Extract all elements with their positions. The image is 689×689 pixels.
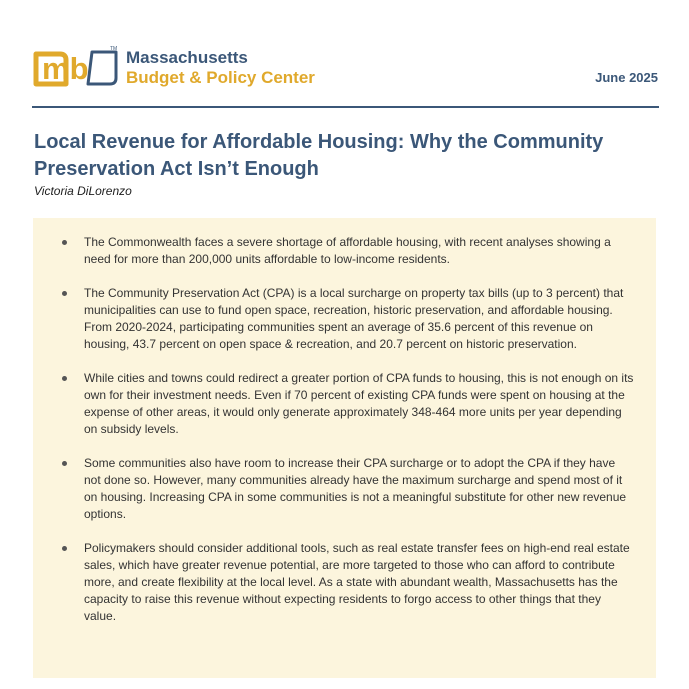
document-header bbox=[32, 40, 658, 100]
summary-bullet-text: Some communities also have room to increase their CPA surcharge or to adopt the CPA if they have not done so. However, many communities already have the maximum surcharge and spend most of it on housing. Increasing CPA in some communities is not a meaningful substitute for other new revenue options. bbox=[84, 456, 627, 521]
summary-bullet bbox=[62, 285, 634, 353]
bullet-icon bbox=[62, 376, 67, 381]
header-divider bbox=[32, 106, 659, 108]
logo-trademark: TM bbox=[110, 46, 118, 52]
bullet-icon bbox=[62, 461, 67, 466]
org-name-line2: Budget & Policy Center bbox=[126, 68, 315, 87]
summary-bullet-text: Policymakers should consider additional tools, such as real estate transfer fees on high-end real estate sales, which have greater revenue potential, are more targeted to those who can afford to contribute more, and create flexibility at the local level. As a state with abundant wealth, Massachusetts has the capacity to raise this revenue without expecting residents to forgo access to other things that they value. bbox=[84, 541, 630, 623]
summary-bullet-text: The Commonwealth faces a severe shortage of affordable housing, with recent analyses showing a need for more than 200,000 units affordable to low-income residents. bbox=[84, 235, 611, 266]
summary-bullet-text: While cities and towns could redirect a greater portion of CPA funds to housing, this is not enough on its own for their investment needs. Even if 70 percent of existing CPA funds were spent on housing at the expense of other areas, it would only generate approximately 348-464 more units per year depending on subsidy levels. bbox=[84, 371, 634, 436]
summary-bullet bbox=[62, 370, 634, 438]
bullet-icon bbox=[62, 291, 67, 296]
organization-name bbox=[126, 48, 315, 88]
document-title: Local Revenue for Affordable Housing: Why the Community Preservation Act Isn’t Enough bbox=[34, 131, 604, 180]
mbpc-logo bbox=[32, 44, 122, 88]
publication-date: June 2025 bbox=[595, 70, 658, 85]
summary-bullet-list bbox=[62, 234, 634, 642]
bullet-icon bbox=[62, 546, 67, 551]
org-name-line1: Massachusetts bbox=[126, 48, 248, 67]
logo-wordmark: mb bbox=[42, 51, 89, 86]
summary-bullet bbox=[62, 455, 634, 523]
summary-bullet-text: The Community Preservation Act (CPA) is a local surcharge on property tax bills (up to 3 percent) that municipalities can use to fund open space, recreation, historic preservation, and affordable housing. From 2020-2024, participating communities spent an average of 35.6 percent of this revenue on housing, 43.7 percent on open space & recreation, and 20.7 percent on historic preservation. bbox=[84, 286, 624, 351]
summary-box bbox=[33, 218, 656, 678]
bullet-icon bbox=[62, 240, 67, 245]
author-byline: Victoria DiLorenzo bbox=[34, 184, 132, 198]
summary-bullet bbox=[62, 234, 634, 268]
summary-bullet bbox=[62, 540, 634, 625]
